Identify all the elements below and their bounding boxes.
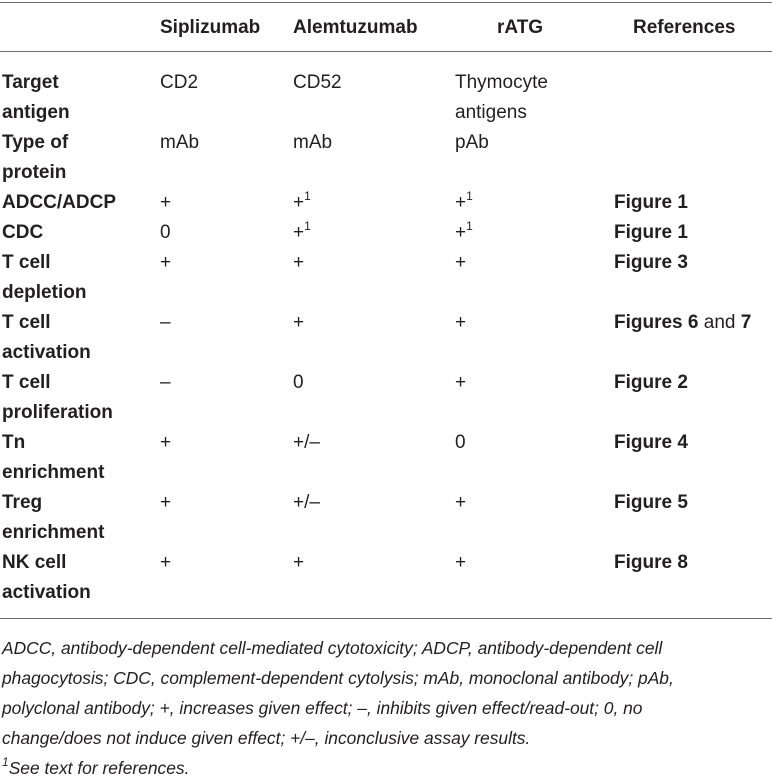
footnote-line: change/does not induce given effect; +/–, inconclusive assay results. (2, 728, 531, 748)
cell-ratg: + (455, 492, 467, 513)
footnote-marker: 1 (466, 189, 473, 203)
cell-siplizumab: + (160, 492, 172, 513)
table-top-rule (0, 2, 772, 3)
cell-ratg: + (455, 252, 467, 273)
row-label-tn-enrichment: Tn enrichment (2, 432, 105, 483)
cell-alemtuzumab: + (293, 552, 305, 573)
cell-alemtuzumab: CD52 (293, 72, 342, 93)
cell-reference: Figure 2 (614, 372, 688, 393)
cell-siplizumab: – (160, 312, 171, 333)
row-label-t-cell-activation: T cell activation (2, 312, 91, 363)
cell-alemtuzumab: +$^1$ (293, 189, 311, 213)
cell-siplizumab: 0 (160, 222, 171, 243)
cell-alemtuzumab: +$^1$ (293, 219, 311, 243)
cell-alemtuzumab: +/– (293, 432, 320, 453)
row-label-t-cell-depletion: T cell depletion (2, 252, 87, 303)
footnote-marker: 1 (304, 219, 311, 233)
cell-ratg: +$^1$ (455, 219, 473, 243)
row-label-t-cell-proliferation: T cell proliferation (2, 372, 113, 423)
cell-ratg: + (455, 552, 467, 573)
cell-siplizumab: + (160, 252, 172, 273)
column-header-ratg: rATG (497, 17, 544, 38)
footnote-line: phagocytosis; CDC, complement-dependent cytolysis; mAb, monoclonal antibody; pAb, (2, 668, 674, 688)
row-label-type-of-protein: Type of protein (2, 132, 69, 183)
cell-reference: Figure 1 (614, 192, 688, 213)
column-header-references: References (633, 17, 736, 38)
cell-ratg: + (455, 312, 467, 333)
cell-siplizumab: + (160, 432, 172, 453)
row-label-target-antigen: Target antigen (2, 72, 70, 123)
column-header-siplizumab: Siplizumab (160, 17, 261, 38)
table-footnote (2, 633, 770, 783)
cell-siplizumab: – (160, 372, 171, 393)
cell-reference: Figure 4 (614, 432, 688, 453)
cell-siplizumab: CD2 (160, 72, 199, 93)
row-label-adcc-adcp: ADCC/ADCP (2, 192, 116, 213)
cell-ratg: Thymocyte antigens (455, 72, 548, 123)
row-label-cdc: CDC (2, 222, 44, 243)
cell-ratg: 0 (455, 432, 466, 453)
footnote-line: polyclonal antibody; +, increases given effect; –, inhibits given effect/read-out; 0, no (2, 698, 643, 718)
row-label-nk-cell-activation: NK cell activation (2, 552, 91, 603)
cell-alemtuzumab: 0 (293, 372, 304, 393)
footnote-line: ADCC, antibody-dependent cell-mediated cytotoxicity; ADCP, antibody-dependent cell (2, 638, 663, 658)
cell-reference: Figure 5 (614, 492, 688, 513)
cell-siplizumab: + (160, 552, 172, 573)
cell-reference: Figure 1 (614, 222, 688, 243)
cell-reference: Figures 6 and 7 (614, 312, 752, 333)
cell-alemtuzumab: +/– (293, 492, 320, 513)
row-label-treg-enrichment: Treg enrichment (2, 492, 105, 543)
header-rule (0, 51, 772, 52)
cell-siplizumab: mAb (160, 132, 200, 153)
column-header-alemtuzumab: Alemtuzumab (293, 17, 418, 38)
cell-reference: Figure 3 (614, 252, 688, 273)
cell-ratg: pAb (455, 132, 489, 153)
cell-ratg: + (455, 372, 467, 393)
cell-reference: Figure 8 (614, 552, 688, 573)
reference-note: $^1$See text for references. (2, 755, 190, 778)
table-bottom-rule (0, 618, 772, 619)
cell-alemtuzumab: mAb (293, 132, 333, 153)
footnote-marker: 1 (304, 189, 311, 203)
cell-alemtuzumab: + (293, 312, 305, 333)
cell-alemtuzumab: + (293, 252, 305, 273)
footnote-marker: 1 (466, 219, 473, 233)
cell-ratg: +$^1$ (455, 189, 473, 213)
cell-siplizumab: + (160, 192, 172, 213)
